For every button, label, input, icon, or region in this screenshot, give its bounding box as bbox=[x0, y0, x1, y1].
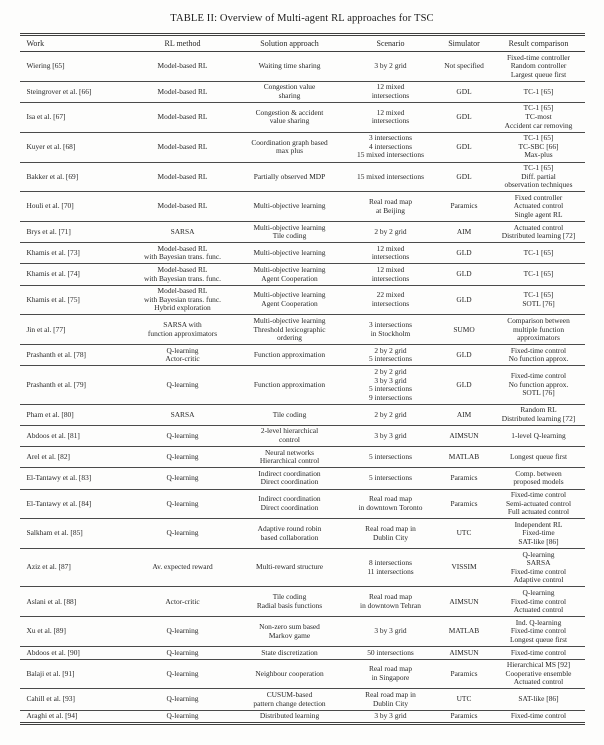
cell-rl-method: Actor-critic bbox=[132, 587, 234, 617]
column-header-scenario: Scenario bbox=[346, 35, 436, 52]
cell-solution-approach: 2-level hierarchical control bbox=[234, 425, 346, 446]
cell-scenario: 2 by 2 grid bbox=[346, 404, 436, 425]
table-row bbox=[20, 264, 585, 285]
cell-result-comparison: Ind. Q-learning Fixed-time control Longest queue first bbox=[493, 617, 585, 647]
cell-simulator: AIMSUN bbox=[436, 425, 493, 446]
cell-rl-method: Q-learning bbox=[132, 425, 234, 446]
table-row bbox=[20, 315, 585, 345]
cell-work: El-Tantawy et al. [83] bbox=[20, 468, 132, 489]
cell-rl-method: Model-based RL bbox=[132, 102, 234, 132]
cell-work: Abdoos et al. [81] bbox=[20, 425, 132, 446]
column-header-simulator: Simulator bbox=[436, 35, 493, 52]
cell-solution-approach: State discretization bbox=[234, 647, 346, 660]
cell-solution-approach: Multi-objective learning Tile coding bbox=[234, 222, 346, 243]
cell-scenario: Real road map in Dublin City bbox=[346, 689, 436, 710]
cell-solution-approach: Congestion & accident value sharing bbox=[234, 102, 346, 132]
cell-rl-method: Q-learning bbox=[132, 366, 234, 404]
table-row bbox=[20, 404, 585, 425]
cell-rl-method: Model-based RL with Bayesian trans. func. bbox=[132, 264, 234, 285]
cell-solution-approach: Partially observed MDP bbox=[234, 162, 346, 192]
cell-solution-approach: Congestion value sharing bbox=[234, 81, 346, 102]
cell-work: Kuyer et al. [68] bbox=[20, 132, 132, 162]
cell-scenario: 2 by 2 grid 5 intersections bbox=[346, 345, 436, 366]
table-row bbox=[20, 710, 585, 724]
cell-result-comparison: SAT-like [86] bbox=[493, 689, 585, 710]
cell-solution-approach: Indirect coordination Direct coordination bbox=[234, 468, 346, 489]
cell-solution-approach: Waiting time sharing bbox=[258, 61, 321, 71]
cell-rl-method: Q-learning Actor-critic bbox=[132, 345, 234, 366]
cell-simulator: GDL bbox=[436, 102, 493, 132]
cell-rl-method: Q-learning bbox=[132, 468, 234, 489]
cell-rl-method: Model-based RL bbox=[132, 81, 234, 102]
cell-work: Salkham et al. [85] bbox=[20, 519, 132, 549]
cell-scenario: 5 intersections bbox=[346, 447, 436, 468]
cell-work: Isa et al. [67] bbox=[20, 102, 132, 132]
cell-solution-approach: Indirect coordination Direct coordination bbox=[234, 489, 346, 519]
table-row bbox=[20, 659, 585, 689]
table-row bbox=[20, 102, 585, 132]
cell-solution-approach: Multi-objective learning Agent Cooperation bbox=[234, 264, 346, 285]
cell-work: Houli et al. [70] bbox=[20, 192, 132, 222]
cell-solution-approach: Neural networks Hierarchical control bbox=[234, 447, 346, 468]
cell-rl-method: Q-learning bbox=[132, 489, 234, 519]
cell-result-comparison: Q-learning Fixed-time control Actuated control bbox=[493, 587, 585, 617]
cell-scenario: 12 mixed intersections bbox=[346, 243, 436, 264]
cell-rl-method: Model-based RL with Bayesian trans. func. Hybrid exploration bbox=[132, 285, 234, 315]
table-row bbox=[20, 587, 585, 617]
cell-rl-method: Q-learning bbox=[132, 710, 234, 724]
cell-work: Wiering [65] bbox=[26, 61, 65, 71]
cell-solution-approach: Tile coding bbox=[234, 404, 346, 425]
cell-solution-approach: CUSUM-based pattern change detection bbox=[234, 689, 346, 710]
cell-simulator: VISSIM bbox=[436, 549, 493, 587]
cell-result-comparison: Fixed-time control No function approx. SOTL [76] bbox=[493, 366, 585, 404]
cell-solution-approach: Multi-reward structure bbox=[234, 549, 346, 587]
cell-scenario: 5 intersections bbox=[346, 468, 436, 489]
cell-result-comparison: TC-1 [65] bbox=[493, 264, 585, 285]
cell-rl-method: SARSA bbox=[132, 404, 234, 425]
cell-result-comparison: Random RL Distributed learning [72] bbox=[493, 404, 585, 425]
cell-simulator: Paramics bbox=[436, 710, 493, 724]
cell-simulator: AIMSUN bbox=[436, 647, 493, 660]
cell-scenario: 22 mixed intersections bbox=[346, 285, 436, 315]
cell-scenario: Real road map at Beijing bbox=[346, 192, 436, 222]
cell-solution-approach: Function approximation bbox=[234, 366, 346, 404]
cell-scenario: 15 mixed intersections bbox=[346, 162, 436, 192]
cell-work: Steingrover et al. [66] bbox=[20, 81, 132, 102]
cell-result-comparison: Actuated control Distributed learning [72] bbox=[493, 222, 585, 243]
table-row bbox=[20, 489, 585, 519]
cell-rl-method: Q-learning bbox=[132, 519, 234, 549]
cell-simulator: GLD bbox=[436, 345, 493, 366]
cell-simulator: GLD bbox=[436, 243, 493, 264]
table-row bbox=[20, 549, 585, 587]
cell-work: Jin et al. [77] bbox=[20, 315, 132, 345]
cell-simulator: Paramics bbox=[436, 192, 493, 222]
cell-result-comparison: Hierarchical MS [92] Cooperative ensemble Actuated control bbox=[493, 659, 585, 689]
cell-result-comparison: Longest queue first bbox=[493, 447, 585, 468]
cell-work: Brys et al. [71] bbox=[20, 222, 132, 243]
cell-scenario: 12 mixed intersections bbox=[346, 81, 436, 102]
table-title: TABLE II: Overview of Multi-agent RL approaches for TSC bbox=[170, 13, 434, 24]
table-row bbox=[20, 243, 585, 264]
cell-simulator: SUMO bbox=[436, 315, 493, 345]
cell-work: Pham et al. [80] bbox=[20, 404, 132, 425]
cell-result-comparison: TC-1 [65] TC-most Accident car removing bbox=[493, 102, 585, 132]
cell-work: Khamis et al. [74] bbox=[20, 264, 132, 285]
cell-rl-method: Q-learning bbox=[132, 689, 234, 710]
cell-scenario: Real road map in downtown Toronto bbox=[346, 489, 436, 519]
table-row bbox=[20, 425, 585, 446]
cell-work: Araghi et al. [94] bbox=[20, 710, 132, 724]
cell-solution-approach: Function approximation bbox=[234, 345, 346, 366]
cell-simulator: GLD bbox=[436, 264, 493, 285]
cell-scenario: 3 by 3 grid bbox=[346, 617, 436, 647]
table-row bbox=[20, 366, 585, 404]
cell-simulator: Paramics bbox=[436, 468, 493, 489]
cell-simulator: GLD bbox=[436, 285, 493, 315]
cell-scenario: Real road map in downtown Tehran bbox=[346, 587, 436, 617]
cell-result-comparison: Q-learning SARSA Fixed-time control Adaptive control bbox=[493, 549, 585, 587]
cell-scenario: Real road map in Dublin City bbox=[346, 519, 436, 549]
cell-rl-method: SARSA with function approximators bbox=[132, 315, 234, 345]
table-row bbox=[20, 468, 585, 489]
cell-solution-approach: Distributed learning bbox=[234, 710, 346, 724]
cell-rl-method: Av. expected reward bbox=[132, 549, 234, 587]
cell-solution-approach: Multi-objective learning bbox=[234, 192, 346, 222]
cell-rl-method: Model-based RL bbox=[132, 192, 234, 222]
table-row bbox=[20, 447, 585, 468]
cell-simulator: MATLAB bbox=[436, 447, 493, 468]
cell-simulator: GDL bbox=[436, 81, 493, 102]
cell-solution-approach: Multi-objective learning bbox=[234, 243, 346, 264]
table-row bbox=[20, 81, 585, 102]
cell-rl-method: Model-based RL bbox=[157, 61, 208, 71]
cell-scenario: 3 by 3 grid bbox=[346, 710, 436, 724]
cell-rl-method: SARSA bbox=[132, 222, 234, 243]
cell-result-comparison: Fixed controller Actuated control Single agent RL bbox=[493, 192, 585, 222]
cell-scenario: 2 by 2 grid 3 by 3 grid 5 intersections 9 intersections bbox=[346, 366, 436, 404]
cell-work: Arel et al. [82] bbox=[20, 447, 132, 468]
cell-rl-method: Q-learning bbox=[132, 647, 234, 660]
table-row bbox=[20, 647, 585, 660]
cell-scenario: 50 intersections bbox=[346, 647, 436, 660]
cell-work: Khamis et al. [73] bbox=[20, 243, 132, 264]
cell-rl-method: Q-learning bbox=[132, 659, 234, 689]
column-header-solution-approach: Solution approach bbox=[234, 35, 346, 52]
column-header-rl-method: RL method bbox=[132, 35, 234, 52]
cell-scenario: 2 by 2 grid bbox=[346, 222, 436, 243]
column-header-work: Work bbox=[20, 35, 132, 52]
cell-result-comparison: Comparison between multiple function approximators bbox=[493, 315, 585, 345]
cell-result-comparison: Fixed-time controller Random controller Largest queue first bbox=[506, 52, 570, 79]
cell-result-comparison: TC-1 [65] TC-SBC [66] Max-plus bbox=[493, 132, 585, 162]
cell-solution-approach: Adaptive round robin based collaboration bbox=[234, 519, 346, 549]
table-row bbox=[20, 222, 585, 243]
cell-simulator: AIM bbox=[436, 222, 493, 243]
cell-result-comparison: Fixed-time control No function approx. bbox=[493, 345, 585, 366]
cell-work: Balaji et al. [91] bbox=[20, 659, 132, 689]
cell-simulator: GLD bbox=[436, 366, 493, 404]
cell-solution-approach: Tile coding Radial basis functions bbox=[234, 587, 346, 617]
cell-scenario: 8 intersections 11 intersections bbox=[346, 549, 436, 587]
cell-work: Khamis et al. [75] bbox=[20, 285, 132, 315]
cell-result-comparison: Fixed-time control bbox=[493, 710, 585, 724]
cell-scenario: 12 mixed intersections bbox=[346, 102, 436, 132]
cell-scenario: 3 intersections in Stockholm bbox=[346, 315, 436, 345]
cell-result-comparison: Fixed-time control Semi-actuated control Full actuated control bbox=[493, 489, 585, 519]
cell-scenario: Real road map in Singapore bbox=[346, 659, 436, 689]
cell-simulator: GDL bbox=[436, 132, 493, 162]
multiagent-rl-table bbox=[20, 33, 585, 725]
cell-result-comparison: Independent RL Fixed-time SAT-like [86] bbox=[493, 519, 585, 549]
cell-scenario: 3 by 3 grid bbox=[346, 425, 436, 446]
cell-work: Prashanth et al. [78] bbox=[20, 345, 132, 366]
table-row bbox=[20, 52, 585, 82]
cell-scenario: 3 intersections 4 intersections 15 mixed intersections bbox=[346, 132, 436, 162]
cell-scenario: 12 mixed intersections bbox=[346, 264, 436, 285]
cell-work: Cahill et al. [93] bbox=[20, 689, 132, 710]
table-row bbox=[20, 162, 585, 192]
cell-simulator: Not specified bbox=[444, 61, 484, 71]
cell-rl-method: Model-based RL bbox=[132, 162, 234, 192]
cell-simulator: AIMSUN bbox=[436, 587, 493, 617]
table-body bbox=[20, 52, 585, 724]
cell-rl-method: Model-based RL with Bayesian trans. func. bbox=[132, 243, 234, 264]
cell-work: Prashanth et al. [79] bbox=[20, 366, 132, 404]
header-row bbox=[20, 35, 585, 52]
cell-solution-approach: Neighbour cooperation bbox=[234, 659, 346, 689]
column-header-result-comparison: Result comparison bbox=[493, 35, 585, 52]
cell-solution-approach: Multi-objective learning Threshold lexicographic ordering bbox=[234, 315, 346, 345]
table-row bbox=[20, 132, 585, 162]
cell-rl-method: Q-learning bbox=[132, 447, 234, 468]
cell-simulator: Paramics bbox=[436, 659, 493, 689]
cell-solution-approach: Coordination graph based max plus bbox=[234, 132, 346, 162]
cell-rl-method: Model-based RL bbox=[132, 132, 234, 162]
cell-result-comparison: Fixed-time control bbox=[493, 647, 585, 660]
cell-simulator: Paramics bbox=[436, 489, 493, 519]
cell-simulator: UTC bbox=[436, 519, 493, 549]
cell-work: Xu et al. [89] bbox=[20, 617, 132, 647]
cell-solution-approach: Multi-objective learning Agent Cooperation bbox=[234, 285, 346, 315]
table-row bbox=[20, 345, 585, 366]
cell-result-comparison: TC-1 [65] bbox=[493, 81, 585, 102]
cell-simulator: AIM bbox=[436, 404, 493, 425]
cell-work: Abdoos et al. [90] bbox=[20, 647, 132, 660]
cell-simulator: GDL bbox=[436, 162, 493, 192]
table-row bbox=[20, 192, 585, 222]
table-row bbox=[20, 617, 585, 647]
cell-work: Aziz et al. [87] bbox=[20, 549, 132, 587]
table-row bbox=[20, 519, 585, 549]
cell-work: Bakker et al. [69] bbox=[20, 162, 132, 192]
cell-result-comparison: TC-1 [65] bbox=[493, 243, 585, 264]
cell-result-comparison: Comp. between proposed models bbox=[493, 468, 585, 489]
cell-scenario: 3 by 2 grid bbox=[374, 61, 407, 71]
table-row bbox=[20, 285, 585, 315]
cell-simulator: UTC bbox=[436, 689, 493, 710]
cell-result-comparison: TC-1 [65] Diff. partial observation techniques bbox=[493, 162, 585, 192]
cell-work: Aslani et al. [88] bbox=[20, 587, 132, 617]
cell-simulator: MATLAB bbox=[436, 617, 493, 647]
table-row bbox=[20, 689, 585, 710]
cell-result-comparison: TC-1 [65] SOTL [76] bbox=[493, 285, 585, 315]
cell-solution-approach: Non-zero sum based Markov game bbox=[234, 617, 346, 647]
cell-result-comparison: 1-level Q-learning bbox=[493, 425, 585, 446]
cell-work: El-Tantawy et al. [84] bbox=[20, 489, 132, 519]
cell-rl-method: Q-learning bbox=[132, 617, 234, 647]
